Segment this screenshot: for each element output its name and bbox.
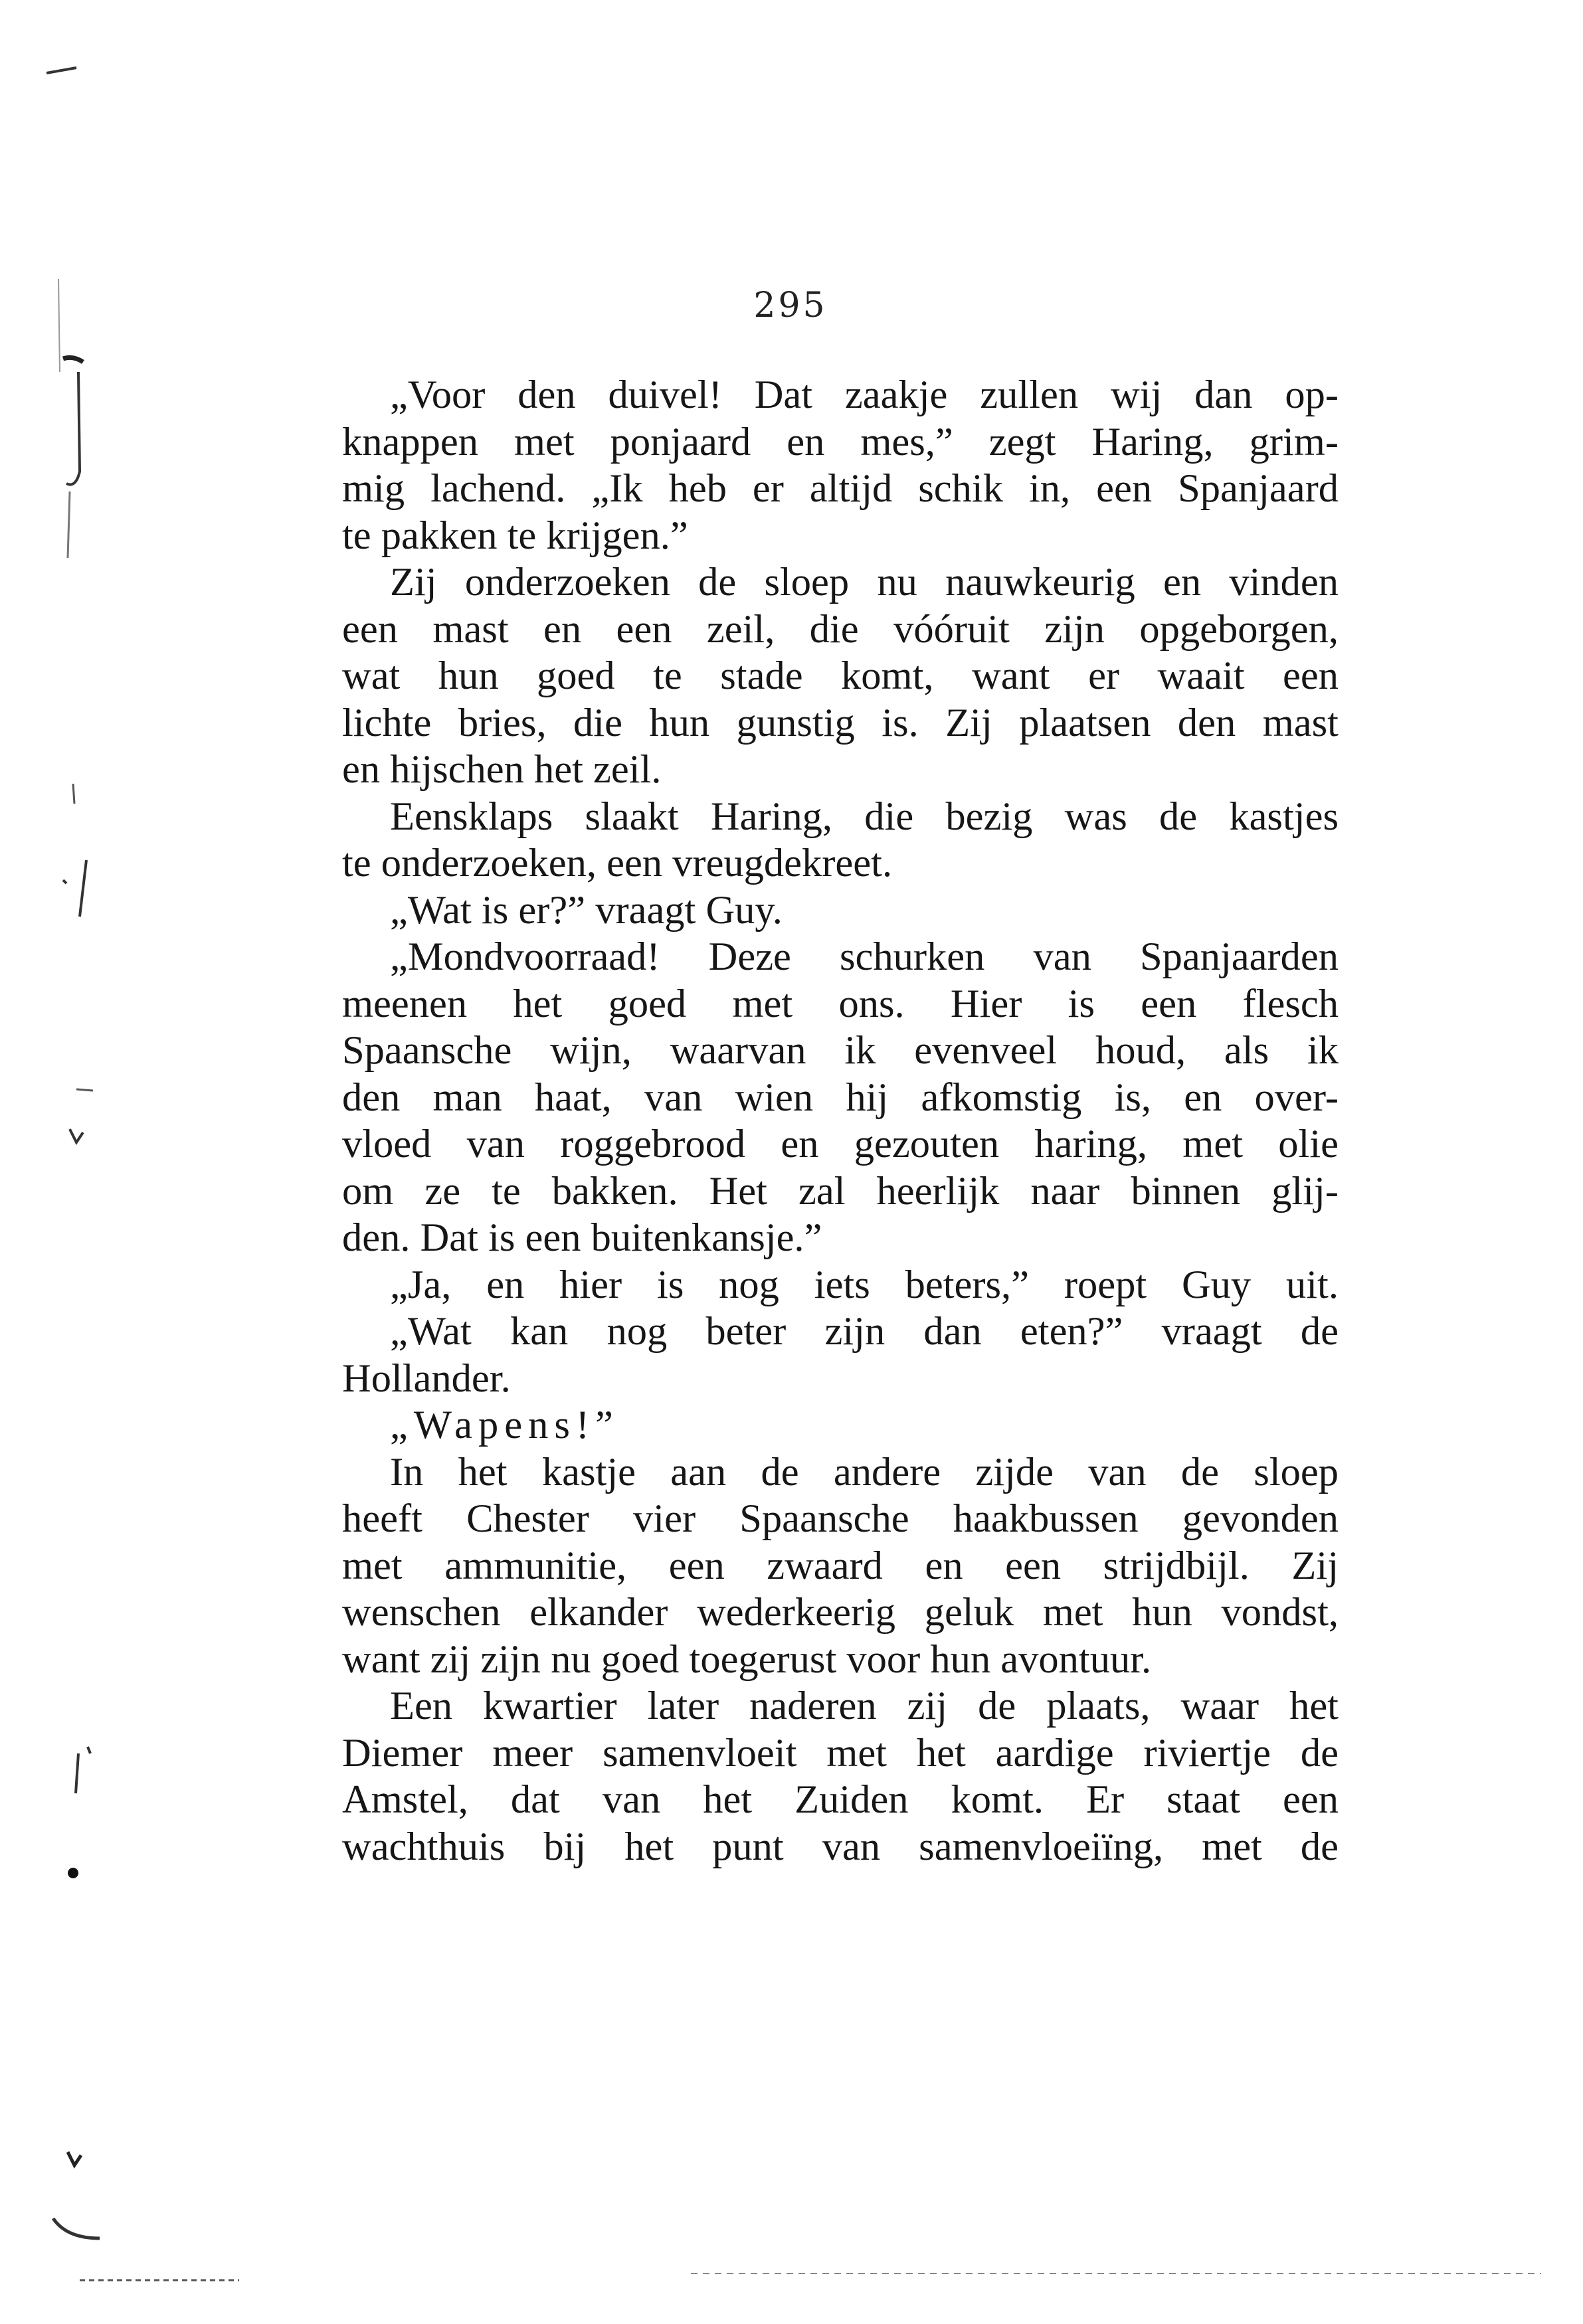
text-line: Diemer meer samenvloeit met het aardige riviertje de: [342, 1730, 1339, 1775]
text-line: wat hun goed te stade komt, want er waait een: [342, 654, 1339, 698]
text-line: te pakken te krijgen.”: [342, 513, 688, 558]
text-line: heeft Chester vier Spaansche haakbussen gevonden: [342, 1496, 1339, 1541]
text-line: een mast en een zeil, die vóóruit zijn opgeborgen,: [342, 606, 1339, 652]
text-line: Zij onderzoeken de sloep nu nauwkeurig en vinden: [390, 560, 1339, 604]
text-line: Spaansche wijn, waarvan ik evenveel houd, als ik: [342, 1028, 1339, 1073]
text-line: „Wat is er?” vraagt Guy.: [390, 887, 783, 933]
text-line: den man haat, van wien hij afkomstig is, en over-: [342, 1075, 1339, 1120]
text-line: den. Dat is een buitenkansje.”: [342, 1215, 822, 1260]
text-line: vloed van roggebrood en gezouten haring, met olie: [342, 1122, 1339, 1166]
text-line: wenschen elkander wederkeerig geluk met hun vondst,: [342, 1590, 1339, 1635]
text-line: Amstel, dat van het Zuiden komt. Er staat een: [342, 1777, 1339, 1822]
text-line: om ze te bakken. Het zal heerlijk naar binnen glij-: [342, 1168, 1339, 1213]
text-line: Hollander.: [342, 1356, 511, 1401]
text-line: lichte bries, die hun gunstig is. Zij plaatsen den mast: [342, 700, 1339, 745]
body-text: [342, 372, 1339, 1870]
text-line: mig lachend. „Ik heb er altijd schik in, een Spanjaard: [342, 466, 1339, 511]
text-line: meenen het goed met ons. Hier is een flesch: [342, 981, 1339, 1026]
text-line: wachthuis bij het punt van samenvloeiïng, met de: [342, 1824, 1339, 1869]
text-line: knappen met ponjaard en mes,” zegt Haring, grim-: [342, 419, 1339, 464]
text-line: Eensklaps slaakt Haring, die bezig was de kastjes: [390, 794, 1339, 839]
text-line: „Voor den duivel! Dat zaakje zullen wij dan op-: [390, 373, 1339, 417]
scan-margin-marks: [27, 53, 140, 2298]
text-line: „Ja, en hier is nog iets beters,” roept Guy uit.: [390, 1262, 1339, 1307]
text-line: te onderzoeken, een vreugdekreet.: [342, 841, 893, 885]
text-line: „Mondvoorraad! Deze schurken van Spanjaarden: [390, 935, 1339, 979]
page-number: 295: [753, 286, 828, 325]
text-line: en hijschen het zeil.: [342, 747, 662, 792]
text-line: „Wapens!”: [390, 1403, 619, 1447]
text-line: met ammunitie, een zwaard en een strijdbijl. Zij: [342, 1543, 1339, 1588]
scan-bottom-edge: [27, 2262, 1554, 2288]
text-line: want zij zijn nu goed toegerust voor hun avontuur.: [342, 1637, 1152, 1682]
text-line: In het kastje aan de andere zijde van de sloep: [390, 1449, 1339, 1494]
text-line: „Wat kan nog beter zijn dan eten?” vraagt de: [390, 1309, 1339, 1354]
text-line: Een kwartier later naderen zij de plaats, waar het: [390, 1684, 1339, 1728]
